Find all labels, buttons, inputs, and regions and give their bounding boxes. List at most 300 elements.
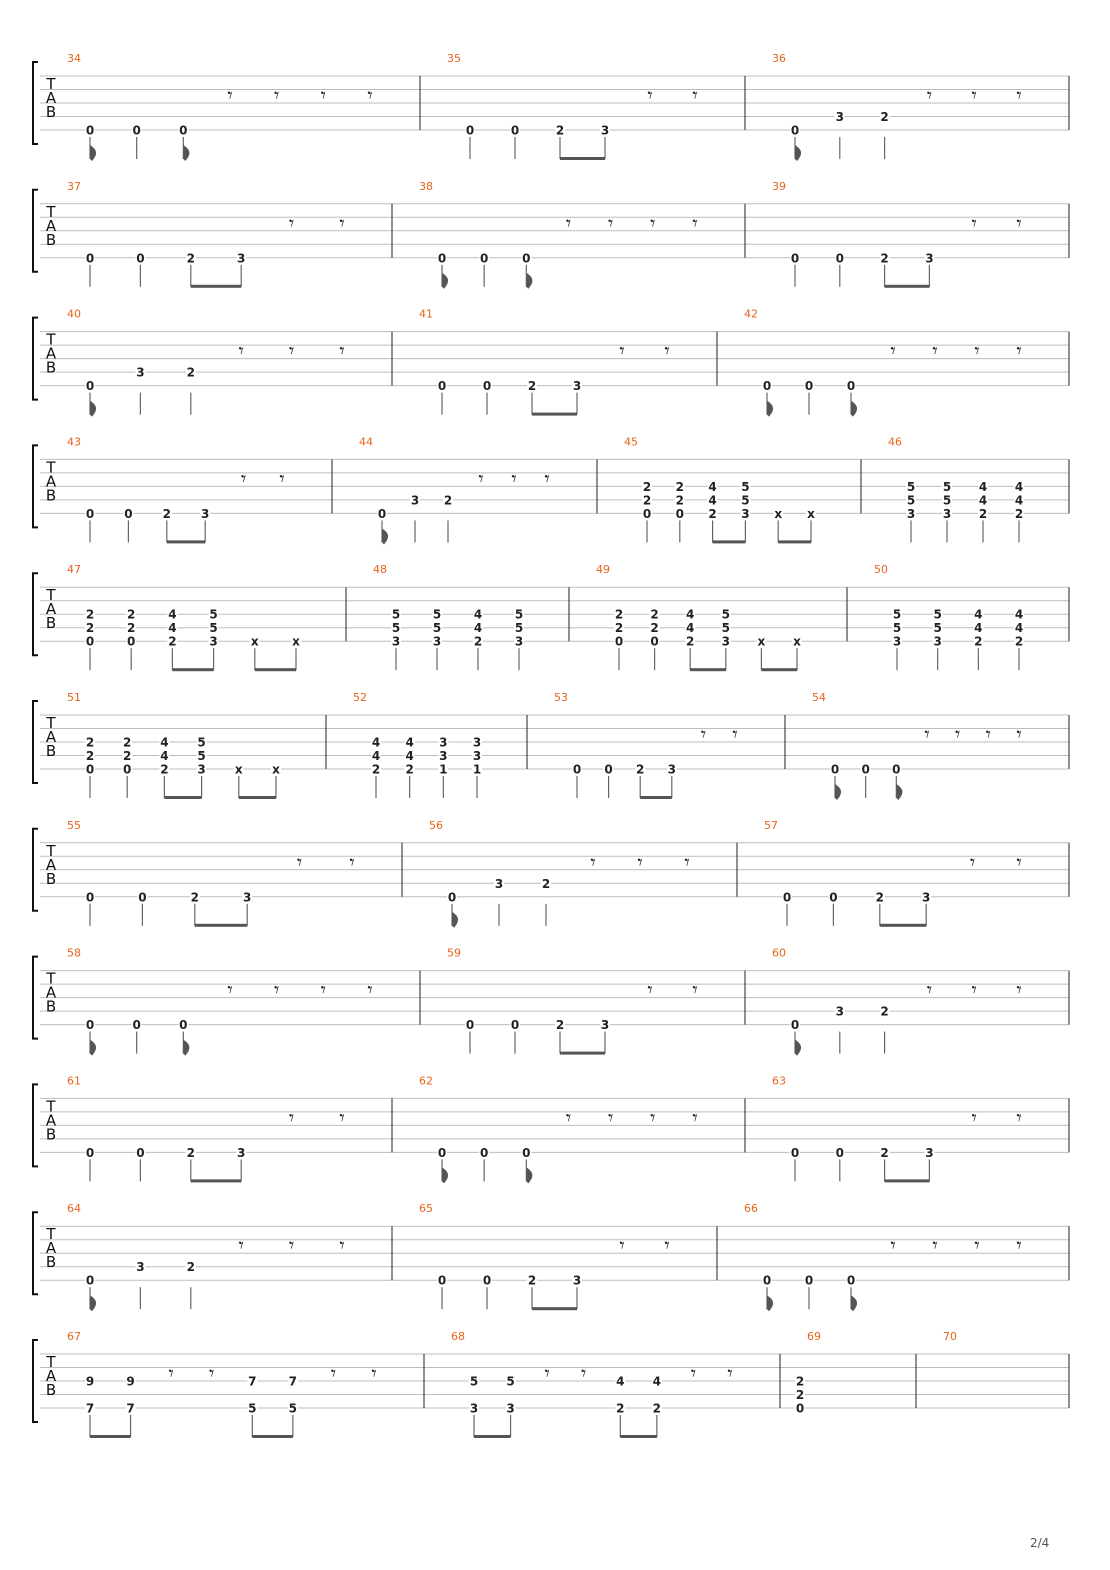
fret-number: 7 — [126, 1401, 135, 1416]
fret-number: 2 — [880, 110, 889, 124]
eighth-rest: 𝄾 — [581, 1361, 587, 1385]
measure-number: 56 — [429, 818, 443, 832]
fret-number: 2 — [162, 506, 171, 521]
measure-number: 70 — [943, 1330, 957, 1343]
fret-number: 0 — [675, 506, 684, 521]
tab-system — [33, 691, 1069, 800]
fret-number: 2 — [875, 890, 884, 905]
eighth-rest: 𝄾 — [684, 849, 690, 874]
eighth-rest: 𝄾 — [330, 1361, 337, 1385]
fret-number: 5 — [514, 621, 524, 636]
tab-clef-letter: A — [45, 983, 57, 1002]
fret-number: 0 — [85, 506, 95, 521]
measure-number: 69 — [807, 1330, 821, 1343]
eighth-rest: 𝄾 — [647, 83, 653, 107]
measure — [67, 819, 355, 927]
note-event — [1014, 480, 1024, 543]
note-event — [880, 251, 890, 287]
eighth-rest: 𝄾 — [1016, 1233, 1022, 1258]
note-event — [650, 608, 660, 671]
measure-number: 64 — [67, 1202, 81, 1216]
flag — [183, 145, 189, 161]
flag — [90, 145, 96, 161]
fret-number: 0 — [124, 506, 133, 521]
fret-number: 0 — [835, 1145, 844, 1160]
beam — [239, 796, 276, 799]
fret-number: 2 — [614, 607, 624, 622]
note-event — [708, 480, 718, 543]
dead-note: x — [234, 762, 243, 777]
note-event — [555, 124, 565, 160]
fret-number: 3 — [439, 735, 448, 750]
fret-number: 2 — [614, 621, 624, 636]
tab-clef-letter: T — [46, 202, 56, 221]
fret-number: 4 — [708, 479, 717, 494]
eighth-rest: 𝄾 — [1016, 722, 1022, 746]
tab-clef-letter: B — [45, 1125, 57, 1144]
fret-number: 2 — [85, 607, 95, 622]
fret-number: 0 — [85, 251, 95, 266]
eighth-rest: 𝄾 — [969, 849, 976, 874]
fret-number: 2 — [123, 749, 132, 763]
eighth-rest: 𝄾 — [371, 1361, 377, 1385]
eighth-rest: 𝄾 — [692, 977, 698, 1002]
eighth-rest: 𝄾 — [565, 1105, 572, 1130]
tab-clef-letter: B — [45, 869, 57, 888]
fret-number: 0 — [522, 1145, 531, 1160]
fret-number: 0 — [790, 123, 800, 138]
eighth-rest: 𝄾 — [637, 849, 643, 874]
fret-number: 5 — [741, 493, 750, 508]
fret-number: 4 — [473, 607, 483, 622]
beam — [880, 924, 926, 927]
measure — [67, 947, 373, 1056]
eighth-rest: 𝄾 — [238, 338, 244, 363]
eighth-rest: 𝄾 — [926, 977, 933, 1002]
note-event — [721, 608, 731, 671]
fret-number: 0 — [479, 251, 489, 266]
note-event — [541, 877, 551, 926]
note-event — [652, 1375, 662, 1438]
tab-system — [33, 1202, 1069, 1311]
measure-number: 59 — [447, 946, 461, 960]
eighth-rest: 𝄾 — [700, 722, 707, 746]
note-event — [482, 379, 492, 415]
eighth-rest: 𝄾 — [274, 83, 280, 107]
tab-system — [33, 52, 1069, 161]
measure-number: 40 — [67, 307, 81, 321]
tab-clef-letter: T — [46, 75, 56, 93]
fret-number: 5 — [906, 479, 916, 494]
fret-number: 0 — [479, 1145, 489, 1160]
system-bracket — [33, 1084, 38, 1166]
fret-number: 5 — [942, 493, 952, 508]
fret-number: 3 — [209, 634, 218, 649]
fret-number: 2 — [652, 1401, 662, 1416]
eighth-rest: 𝄾 — [296, 849, 303, 874]
fret-number: 0 — [614, 634, 624, 649]
note-event — [479, 251, 489, 287]
measure — [67, 435, 285, 543]
fret-number: 5 — [197, 735, 206, 750]
measure — [772, 947, 1022, 1056]
measure — [451, 1330, 733, 1438]
note-event — [288, 1375, 298, 1438]
tab-clef-letter: A — [45, 728, 57, 746]
note-event — [494, 877, 504, 926]
tab-system — [33, 1074, 1069, 1183]
note-event — [437, 379, 447, 415]
measure-number: 58 — [67, 946, 81, 960]
flag — [767, 1295, 773, 1311]
fret-number: 5 — [391, 607, 401, 622]
system-bracket — [33, 318, 38, 400]
tab-clef-letter: T — [46, 1353, 56, 1371]
measure-number: 67 — [67, 1330, 81, 1343]
eighth-rest: 𝄾 — [926, 83, 933, 107]
fret-number: 0 — [790, 251, 800, 266]
eighth-rest: 𝄾 — [890, 338, 896, 363]
fret-number: 4 — [168, 607, 177, 622]
measure-number: 43 — [67, 435, 81, 449]
fret-number: 0 — [85, 379, 95, 394]
fret-number: 0 — [447, 890, 457, 905]
measure — [744, 308, 1022, 417]
note-event — [790, 1146, 800, 1182]
fret-number: 4 — [473, 621, 483, 636]
note-event — [830, 763, 841, 801]
eighth-rest: 𝄾 — [320, 977, 326, 1002]
fret-number: 4 — [371, 749, 381, 763]
note-event — [167, 608, 177, 671]
measure-number: 51 — [67, 691, 81, 704]
eighth-rest: 𝄾 — [955, 722, 961, 746]
fret-number: 2 — [974, 634, 983, 649]
fret-number: 5 — [197, 749, 206, 763]
fret-number: 0 — [482, 1273, 492, 1288]
measure — [419, 1074, 698, 1183]
eighth-rest: 𝄾 — [650, 1105, 656, 1130]
note-event — [200, 507, 210, 543]
measure — [67, 691, 281, 799]
eighth-rest: 𝄾 — [1016, 1105, 1022, 1130]
eighth-rest: 𝄾 — [664, 1233, 670, 1258]
fret-number: 2 — [795, 1374, 805, 1389]
fret-number: 3 — [835, 110, 844, 124]
note-event — [835, 251, 845, 287]
note-event — [762, 379, 773, 417]
measure — [772, 1074, 1022, 1182]
fret-number: 3 — [925, 251, 934, 266]
note-event — [377, 507, 388, 545]
note-event — [432, 608, 442, 671]
note-event — [162, 507, 172, 543]
measure — [67, 1074, 345, 1182]
beam — [191, 285, 241, 288]
tab-clef-letter: T — [46, 714, 56, 732]
fret-number: 5 — [469, 1374, 479, 1389]
eighth-rest: 𝄾 — [565, 210, 572, 235]
fret-number: 2 — [473, 634, 483, 649]
note-event — [978, 480, 988, 543]
fret-number: 2 — [127, 607, 136, 622]
measure — [888, 435, 1024, 542]
fret-number: 2 — [186, 251, 195, 266]
system-bracket — [33, 573, 38, 655]
fret-number: 4 — [1014, 479, 1024, 494]
beam — [90, 1435, 131, 1438]
eighth-rest: 𝄾 — [971, 1105, 977, 1130]
note-event — [137, 890, 147, 926]
note-event — [371, 736, 381, 799]
fret-number: 5 — [906, 493, 916, 508]
note-event — [85, 251, 95, 287]
measure — [373, 563, 524, 670]
fret-number: 0 — [482, 379, 492, 394]
note-event — [773, 507, 783, 543]
fret-number: 5 — [721, 607, 730, 622]
measure-number: 36 — [772, 52, 786, 65]
beam — [255, 668, 296, 671]
note-event — [186, 1146, 196, 1182]
tab-clef-letter: B — [45, 997, 57, 1016]
fret-number: 0 — [795, 1401, 805, 1416]
eighth-rest: 𝄾 — [727, 1361, 733, 1385]
eighth-rest: 𝄾 — [932, 338, 938, 363]
fret-number: 4 — [160, 749, 169, 763]
measure — [67, 52, 373, 161]
measure-number: 53 — [554, 691, 568, 704]
beam — [778, 540, 811, 543]
note-event — [572, 1274, 582, 1310]
note-event — [973, 608, 983, 671]
tab-clef-letter: T — [46, 586, 56, 605]
eighth-rest: 𝄾 — [650, 210, 656, 235]
eighth-rest: 𝄾 — [690, 1361, 697, 1385]
fret-number: 3 — [572, 1273, 582, 1288]
note-event — [135, 251, 145, 287]
fret-number: 4 — [686, 607, 695, 622]
system-bracket — [33, 829, 38, 911]
note-event — [790, 251, 800, 287]
fret-number: 5 — [892, 607, 902, 622]
beam — [532, 1307, 577, 1310]
note-event — [85, 124, 96, 162]
note-event — [614, 608, 624, 671]
fret-number: 2 — [85, 621, 95, 636]
tab-system — [33, 1330, 1069, 1438]
fret-number: 3 — [506, 1401, 515, 1416]
fret-number: 0 — [846, 379, 856, 394]
note-event — [762, 1274, 773, 1312]
measure-number: 68 — [451, 1330, 465, 1343]
fret-number: 3 — [469, 1401, 479, 1416]
system-bracket — [33, 62, 38, 144]
note-event — [527, 1274, 537, 1310]
eighth-rest: 𝄾 — [238, 1233, 244, 1258]
fret-number: 2 — [1014, 506, 1024, 521]
note-event — [806, 507, 816, 543]
fret-number: 0 — [510, 1018, 520, 1033]
fret-number: 2 — [186, 1145, 195, 1160]
note-event — [135, 366, 145, 415]
beam — [167, 540, 205, 543]
note-event — [85, 1018, 96, 1056]
beam — [560, 157, 605, 160]
measure — [67, 1330, 377, 1438]
fret-number: 0 — [123, 762, 132, 777]
fret-number: 1 — [472, 762, 482, 777]
fret-number: 0 — [829, 890, 838, 905]
eighth-rest: 𝄾 — [974, 1233, 980, 1258]
note-event — [132, 124, 142, 160]
beam — [885, 285, 930, 288]
fret-number: 7 — [288, 1374, 298, 1389]
fret-number: 2 — [636, 762, 645, 777]
fret-number: 4 — [974, 607, 983, 622]
note-event — [510, 124, 520, 160]
eighth-rest: 𝄾 — [932, 1233, 938, 1258]
fret-number: 2 — [795, 1388, 805, 1402]
fret-number: 3 — [942, 506, 952, 521]
fret-number: 0 — [85, 1145, 95, 1160]
eighth-rest: 𝄾 — [971, 977, 977, 1002]
note-event — [685, 608, 695, 671]
note-event — [756, 635, 766, 671]
fret-number: 0 — [179, 1018, 188, 1033]
measure-number: 62 — [419, 1074, 433, 1088]
note-event — [85, 890, 95, 926]
measure-number: 47 — [67, 563, 81, 577]
note-event — [804, 1274, 814, 1310]
fret-number: 3 — [892, 634, 902, 649]
tab-clef-letter: T — [46, 1225, 56, 1244]
fret-number: 3 — [136, 365, 145, 380]
tab-clef-letter: T — [46, 841, 56, 860]
measure — [554, 691, 738, 799]
measure-number: 52 — [353, 691, 367, 704]
beam — [172, 668, 213, 671]
flag — [851, 401, 857, 417]
measure — [772, 180, 1022, 288]
tab-clef-letter: B — [45, 1381, 57, 1399]
measure-number: 34 — [67, 52, 81, 65]
eighth-rest: 𝄾 — [619, 1233, 625, 1258]
eighth-rest: 𝄾 — [692, 1105, 698, 1130]
eighth-rest: 𝄾 — [692, 210, 698, 235]
fret-number: 3 — [572, 379, 582, 394]
eighth-rest: 𝄾 — [924, 722, 930, 746]
fret-number: 0 — [846, 1273, 856, 1288]
flag — [851, 1295, 857, 1311]
eighth-rest: 𝄾 — [1016, 83, 1022, 107]
fret-number: 0 — [790, 1018, 800, 1033]
note-event — [572, 379, 582, 415]
fret-number: 2 — [880, 1145, 889, 1160]
fret-number: 2 — [527, 1273, 537, 1288]
measure — [419, 1202, 670, 1310]
note-event — [85, 1375, 95, 1438]
note-event — [906, 480, 916, 543]
note-event — [924, 1146, 934, 1182]
fret-number: 5 — [506, 1374, 515, 1389]
fret-number: 2 — [123, 735, 132, 750]
note-event — [186, 251, 196, 287]
fret-number: 3 — [721, 634, 730, 649]
page-number: 2/4 — [1030, 1536, 1050, 1550]
measure — [772, 52, 1022, 161]
fret-number: 2 — [85, 735, 95, 750]
note-event — [236, 1146, 246, 1182]
beam — [620, 1435, 657, 1438]
fret-number: 0 — [762, 379, 772, 394]
beam — [761, 668, 797, 671]
note-event — [405, 736, 415, 799]
fret-number: 4 — [405, 735, 414, 750]
fret-number: 7 — [248, 1374, 257, 1389]
fret-number: 4 — [978, 479, 988, 494]
measure-number: 45 — [624, 435, 638, 449]
note-event — [604, 763, 614, 799]
note-event — [527, 379, 537, 415]
note-event — [675, 480, 685, 543]
eighth-rest: 𝄾 — [1016, 849, 1022, 874]
note-event — [209, 608, 219, 671]
fret-number: 2 — [160, 762, 169, 777]
tab-system — [33, 563, 1069, 671]
eighth-rest: 𝄾 — [974, 338, 980, 363]
note-event — [880, 110, 890, 159]
fret-number: 4 — [708, 493, 717, 508]
fret-number: 0 — [650, 634, 659, 649]
flag — [526, 273, 532, 289]
fret-number: 0 — [138, 890, 147, 905]
note-event — [792, 635, 802, 671]
tab-clef-letter: T — [46, 969, 56, 988]
system-bracket — [33, 957, 38, 1039]
note-event — [473, 608, 483, 671]
fret-number: 3 — [243, 890, 252, 905]
note-event — [123, 507, 133, 543]
fret-number: 4 — [686, 621, 695, 636]
fret-number: 3 — [201, 506, 210, 521]
fret-number: 0 — [604, 762, 613, 777]
eighth-rest: 𝄾 — [339, 1233, 345, 1258]
flag — [382, 528, 388, 544]
fret-number: 3 — [933, 634, 942, 649]
eighth-rest: 𝄾 — [732, 722, 738, 746]
measure — [67, 308, 345, 417]
measure-number: 57 — [764, 818, 778, 832]
fret-number: 3 — [514, 634, 524, 649]
note-event — [615, 1375, 625, 1438]
fret-number: 2 — [168, 634, 177, 649]
note-event — [880, 1146, 890, 1182]
flag — [90, 1295, 96, 1311]
note-event — [85, 379, 96, 417]
eighth-rest: 𝄾 — [1016, 210, 1022, 235]
note-event — [482, 1274, 492, 1310]
fret-number: 4 — [616, 1374, 625, 1389]
note-event — [790, 1018, 801, 1056]
fret-number: 2 — [880, 251, 889, 266]
note-event — [892, 608, 902, 671]
note-event — [506, 1375, 516, 1438]
flag — [90, 1040, 96, 1056]
note-event — [122, 736, 132, 799]
fret-number: 0 — [85, 890, 95, 905]
eighth-rest: 𝄾 — [1016, 338, 1022, 363]
